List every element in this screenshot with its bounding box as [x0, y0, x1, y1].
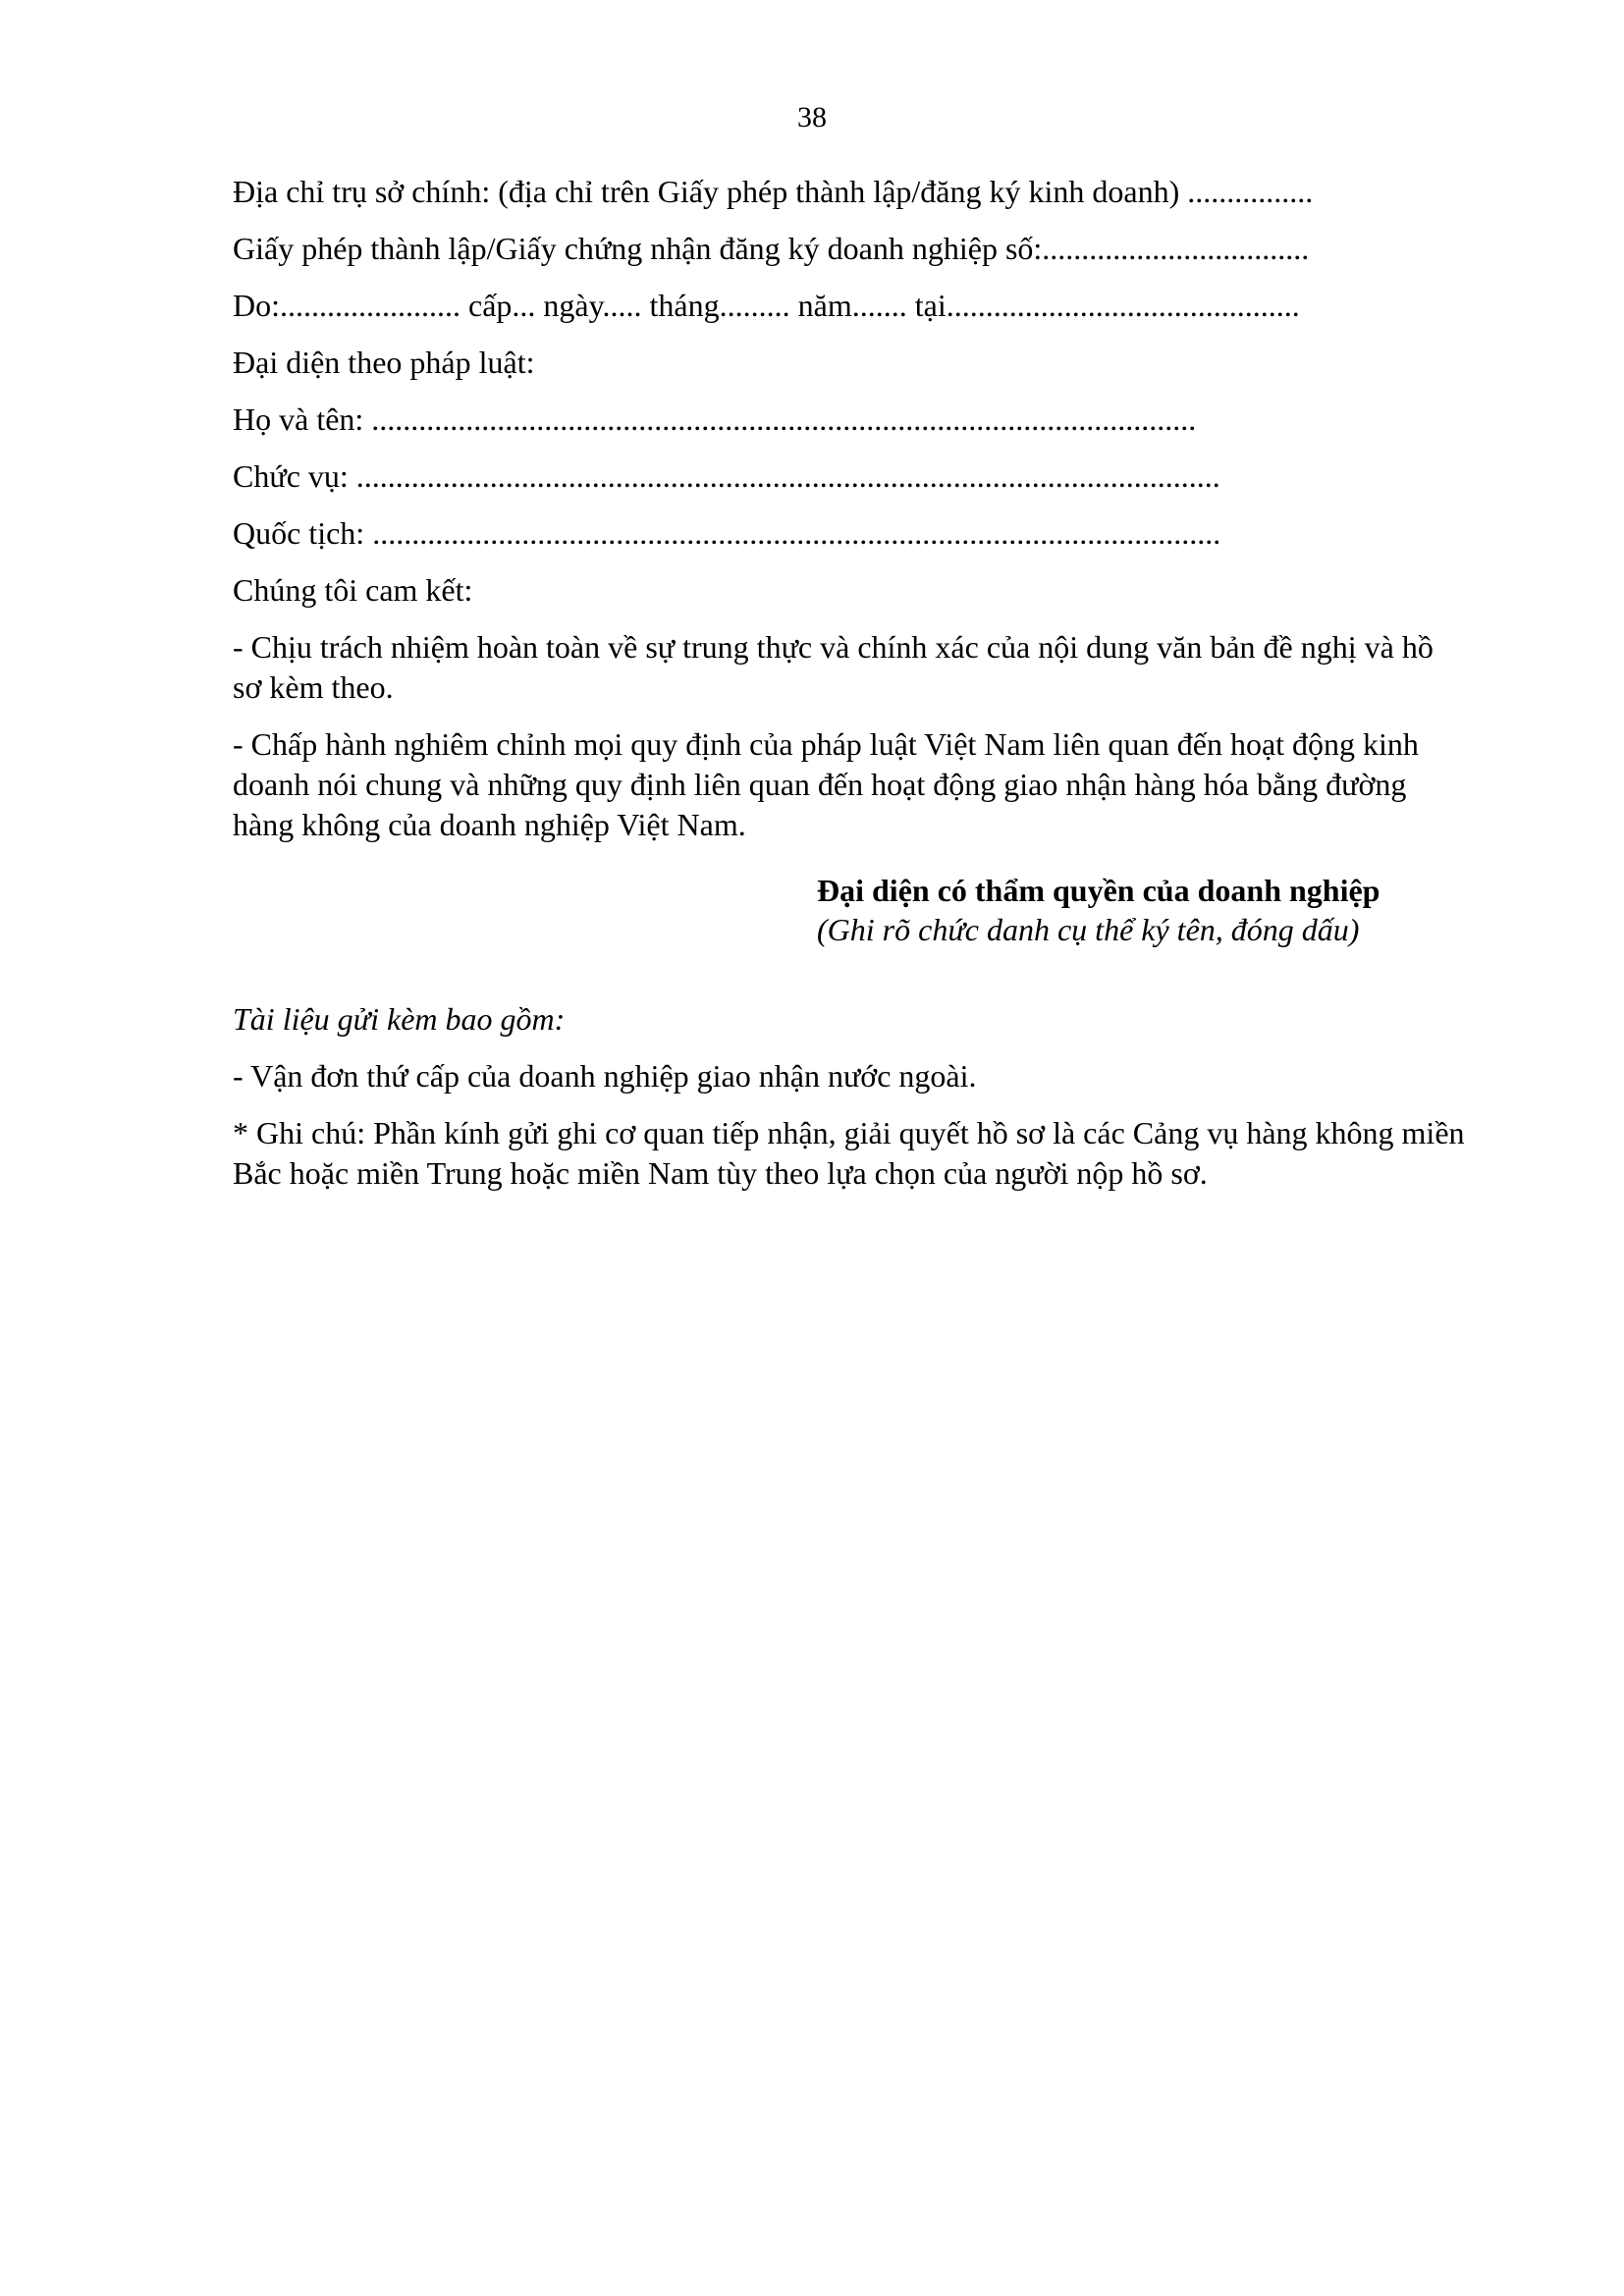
field-full-name: Họ và tên: ......................................................................................................... — [233, 401, 1197, 437]
document-body — [233, 172, 1470, 1210]
signature-title: Đại diện có thẩm quyền của doanh nghiệp — [817, 873, 1380, 908]
field-position: Chức vụ: .............................................................................................................. — [233, 458, 1220, 494]
field-legal-representative-heading: Đại diện theo pháp luật: — [233, 345, 535, 380]
field-issued-by-date-place: Do:....................... cấp... ngày..... tháng......... năm....... tại............................................. — [233, 288, 1300, 323]
field-nationality: Quốc tịch: ............................................................................................................ — [233, 515, 1221, 551]
signature-note: (Ghi rõ chức danh cụ thể ký tên, đóng dấu) — [817, 912, 1360, 947]
attachments-heading: Tài liệu gửi kèm bao gồm: — [233, 1001, 566, 1037]
attachment-item: - Vận đơn thứ cấp của doanh nghiệp giao nhận nước ngoài. — [233, 1058, 977, 1094]
footnote: * Ghi chú: Phần kính gửi ghi cơ quan tiếp nhận, giải quyết hồ sơ là các Cảng vụ hàng không miền Bắc hoặc miền Trung hoặc miền Nam tùy theo lựa chọn của người nộp hồ sơ. — [233, 1115, 1465, 1191]
signature-block — [817, 871, 1445, 948]
commitment-item: - Chấp hành nghiêm chỉnh mọi quy định của pháp luật Việt Nam liên quan đến hoạt động kinh doanh nói chung và những quy định liên quan đến hoạt động giao nhận hàng hóa bằng đường hàng không của doanh nghiệp Việt Nam. — [233, 726, 1419, 842]
page-number: 38 — [797, 101, 827, 133]
field-head-office-address: Địa chỉ trụ sở chính: (địa chỉ trên Giấy phép thành lập/đăng ký kinh doanh) ................ — [233, 174, 1314, 209]
commitment-heading: Chúng tôi cam kết: — [233, 572, 473, 608]
field-business-license-number: Giấy phép thành lập/Giấy chứng nhận đăng ký doanh nghiệp số:.................................. — [233, 231, 1310, 266]
commitment-item: - Chịu trách nhiệm hoàn toàn về sự trung thực và chính xác của nội dung văn bản đề nghị và hồ sơ kèm theo. — [233, 629, 1434, 705]
